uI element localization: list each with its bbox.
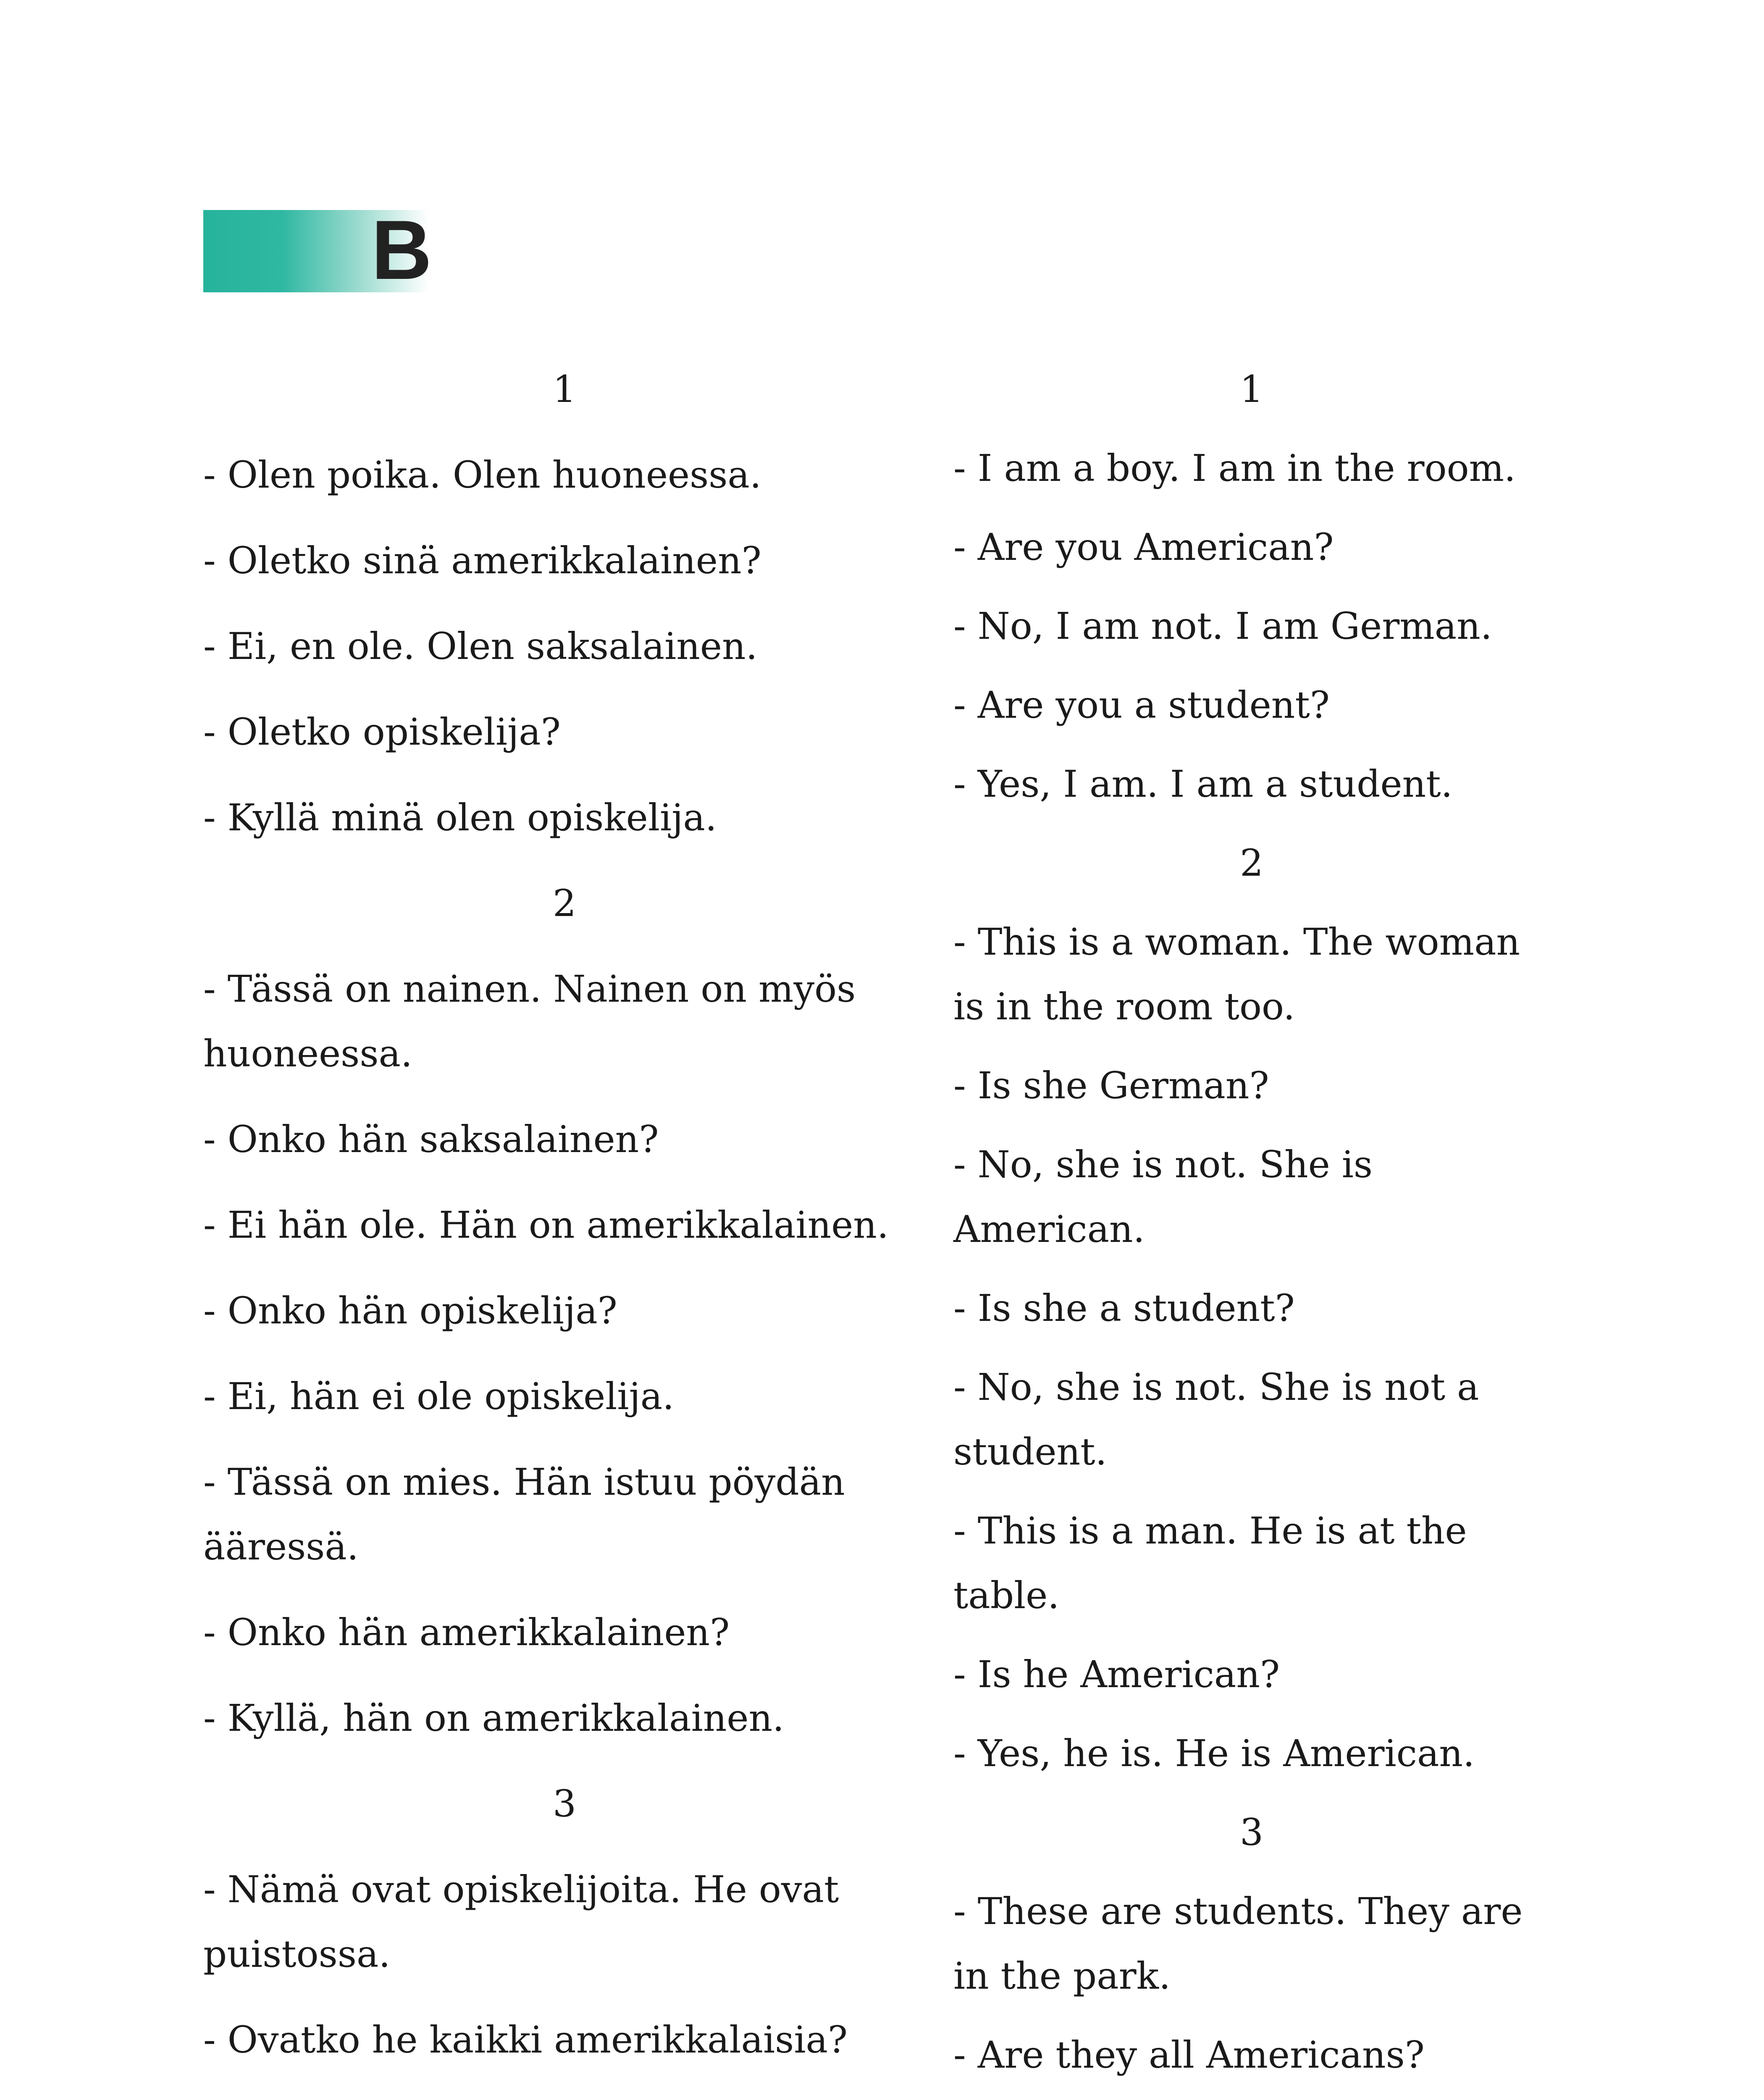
dialogue-line: - Are you American?: [953, 525, 1334, 569]
dialogue-line: - Are you a student?: [953, 683, 1330, 727]
dialogue-line: - Oletko opiskelija?: [203, 710, 561, 753]
dialogue-line: - Is he American?: [953, 1653, 1280, 1696]
chapter-letter: B: [371, 203, 432, 297]
dialogue-line: - I am a boy. I am in the room.: [953, 446, 1516, 490]
section-number: 1: [1240, 368, 1263, 411]
dialogue-line: - This is a woman. The woman is in the room too.: [953, 920, 1532, 1028]
dialogue-line: - Are they all Americans?: [953, 2033, 1425, 2076]
dialogue-line: - Kyllä, hän on amerikkalainen.: [203, 1696, 785, 1740]
dialogue-line: - This is a man. He is at the table.: [953, 1509, 1479, 1617]
section-number: 1: [553, 368, 576, 411]
section-number: 2: [553, 882, 576, 925]
dialogue-line: - No, I am not. I am German.: [953, 604, 1492, 648]
dialogue-line: - Is she German?: [953, 1064, 1269, 1107]
dialogue-line: - Kyllä minä olen opiskelija.: [203, 796, 717, 839]
dialogue-line: - Yes, I am. I am a student.: [953, 762, 1453, 806]
dialogue-line: - Onko hän amerikkalainen?: [203, 1611, 730, 1654]
dialogue-line: - Ei, en ole. Olen saksalainen.: [203, 625, 758, 668]
english-column: [953, 357, 1550, 2100]
dialogue-line: - Nämä ovat opiskelijoita. He ovat puistossa.: [203, 1868, 851, 1976]
dialogue-line: - Yes, he is. He is American.: [953, 1732, 1475, 1775]
section-number: 3: [1240, 1811, 1263, 1854]
dialogue-line: - Ei hän ole. Hän on amerikkalainen.: [203, 1203, 889, 1247]
dialogue-line: - Oletko sinä amerikkalainen?: [203, 539, 761, 582]
dialogue-line: - Onko hän saksalainen?: [203, 1118, 659, 1161]
dialogue-line: - Ovatko he kaikki amerikkalaisia?: [203, 2018, 848, 2061]
dialogue-line: - Ei, hän ei ole opiskelija.: [203, 1375, 675, 1418]
dialogue-line: - No, she is not. She is not a student.: [953, 1365, 1491, 1473]
dialogue-line: [203, 2093, 926, 2100]
dialogue-line: - These are students. They are in the park.: [953, 1890, 1535, 1998]
dialogue-line: - Tässä on nainen. Nainen on myös huoneessa.: [203, 967, 868, 1075]
dialogue-line: - Olen poika. Olen huoneessa.: [203, 453, 761, 496]
section-number: 2: [1240, 841, 1263, 885]
dialogue-line: - No, she is not. She is American.: [953, 1143, 1385, 1251]
section-number: 3: [553, 1782, 576, 1825]
dialogue-line: - Tässä on mies. Hän istuu pöydän ääressä.: [203, 1460, 857, 1568]
finnish-column: [203, 357, 926, 2100]
dialogue-line: - Onko hän opiskelija?: [203, 1289, 617, 1332]
dialogue-line: - Is she a student?: [953, 1286, 1295, 1330]
